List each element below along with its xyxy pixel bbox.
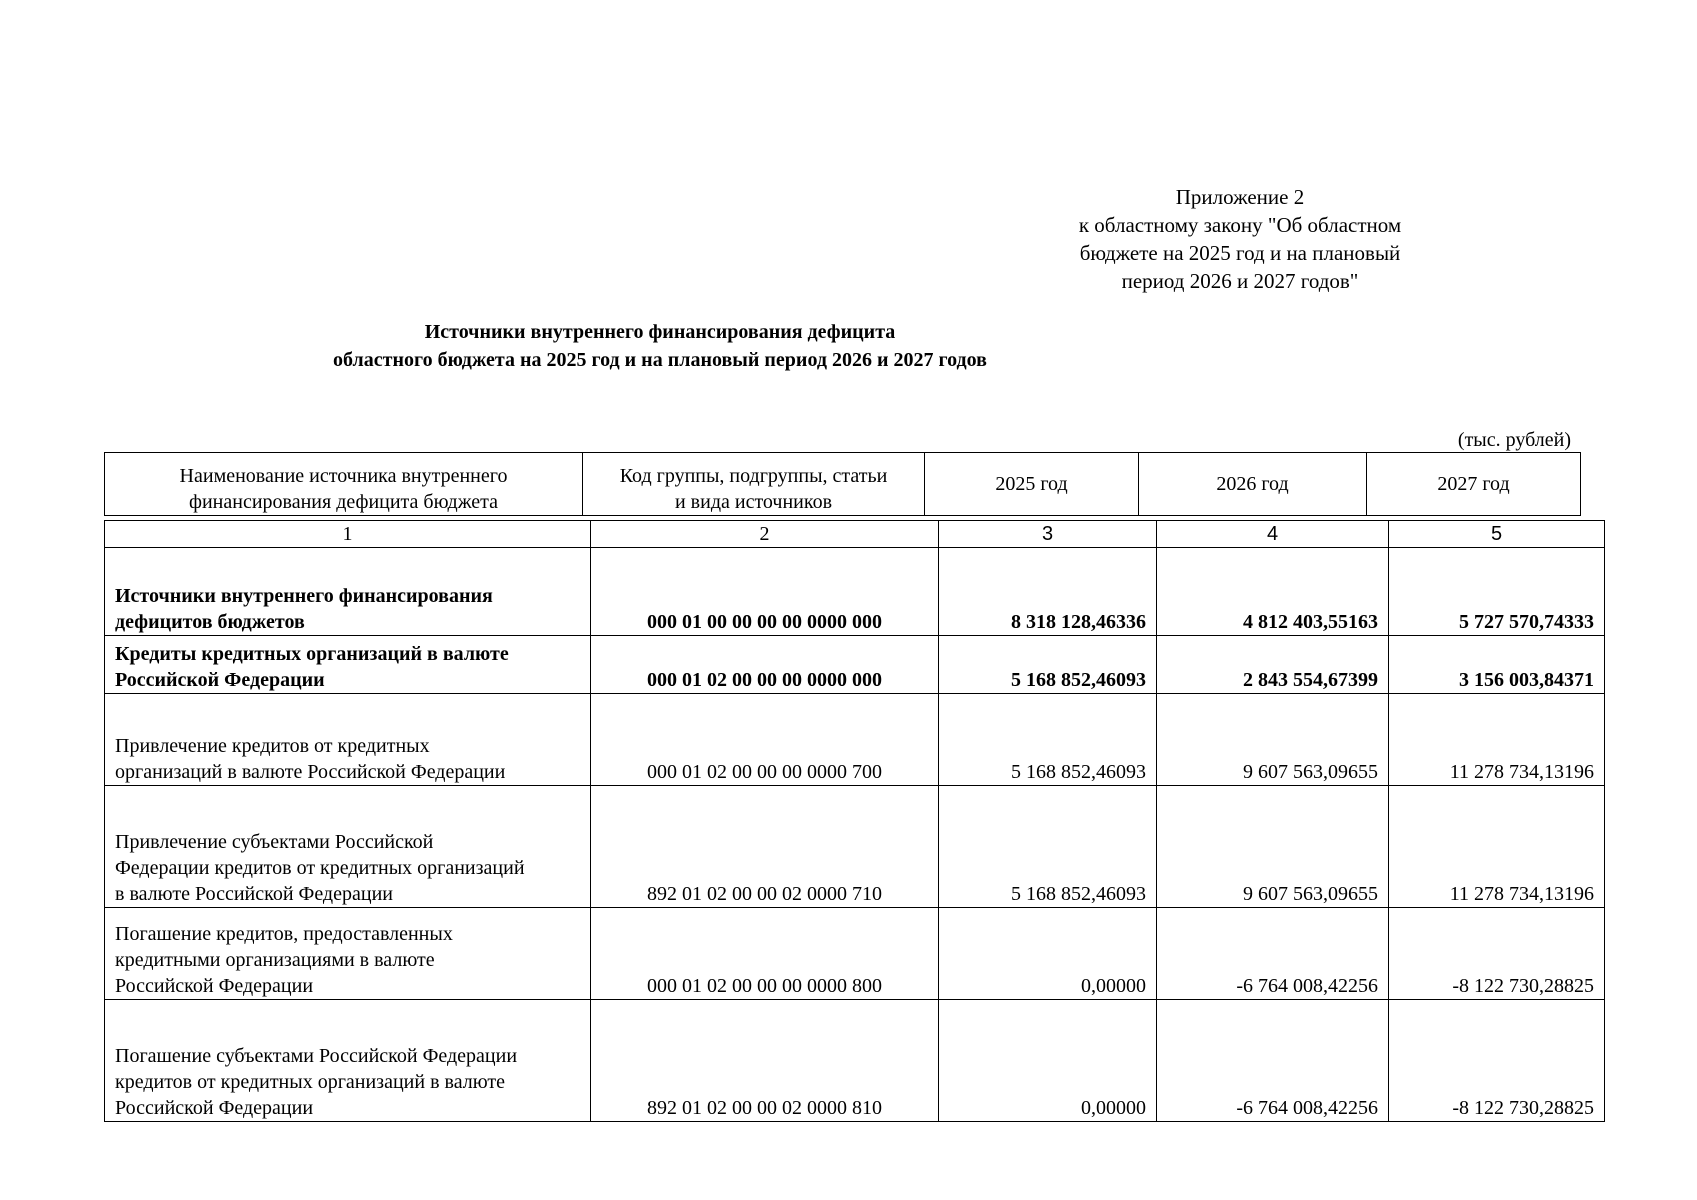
source-code-cell: 000 01 02 00 00 00 0000 000 xyxy=(591,636,939,694)
value-2026-cell: -6 764 008,42256 xyxy=(1157,1000,1389,1122)
value-2027-cell: -8 122 730,28825 xyxy=(1389,908,1605,1000)
source-name-line: Федерации кредитов от кредитных организаций xyxy=(115,857,525,879)
column-number: 1 xyxy=(105,521,591,548)
source-name-line: дефицитов бюджетов xyxy=(115,611,305,633)
value-2026-cell: 4 812 403,55163 xyxy=(1157,548,1389,636)
appendix-line: бюджете на 2025 год и на плановый xyxy=(1079,241,1401,265)
value-2026-cell: 2 843 554,67399 xyxy=(1157,636,1389,694)
appendix-line: период 2026 и 2027 годов" xyxy=(1121,269,1359,293)
source-name-line: Российской Федерации xyxy=(115,669,325,691)
header-code-line: Код группы, подгруппы, статьи xyxy=(619,465,888,487)
header-code-line: и вида источников xyxy=(674,491,833,513)
source-name-line: Российской Федерации xyxy=(115,975,314,997)
source-code-cell: 000 01 02 00 00 00 0000 800 xyxy=(591,908,939,1000)
source-name-line: Кредиты кредитных организаций в валюте xyxy=(115,643,509,665)
appendix-line: к областному закону "Об областном xyxy=(1078,213,1402,237)
document-title xyxy=(200,318,1120,374)
value-2027-cell: 11 278 734,13196 xyxy=(1389,694,1605,786)
header-name-line: Наименование источника внутреннего xyxy=(179,465,508,487)
table-row xyxy=(105,908,1605,1000)
table-row xyxy=(105,636,1605,694)
title-line: областного бюджета на 2025 год и на плановый период 2026 и 2027 годов xyxy=(333,349,987,371)
table-header xyxy=(104,452,1581,516)
value-2027-cell: 5 727 570,74333 xyxy=(1389,548,1605,636)
value-2025-cell: 8 318 128,46336 xyxy=(939,548,1157,636)
table-row xyxy=(105,786,1605,908)
source-name-line: Погашение кредитов, предоставленных xyxy=(115,923,453,945)
value-2026-cell: 9 607 563,09655 xyxy=(1157,694,1389,786)
header-year-2027: 2027 год xyxy=(1367,453,1581,516)
source-code-cell: 000 01 00 00 00 00 0000 000 xyxy=(591,548,939,636)
value-2026-cell: -6 764 008,42256 xyxy=(1157,908,1389,1000)
value-2025-cell: 0,00000 xyxy=(939,908,1157,1000)
value-2027-cell: -8 122 730,28825 xyxy=(1389,1000,1605,1122)
column-number: 4 xyxy=(1157,521,1389,548)
source-name-line: Погашение субъектами Российской Федерации xyxy=(115,1045,518,1067)
units-note: (тыс. рублей) xyxy=(1457,429,1571,451)
column-number-row xyxy=(105,521,1605,548)
source-code-cell: 892 01 02 00 00 02 0000 810 xyxy=(591,1000,939,1122)
source-code-cell: 892 01 02 00 00 02 0000 710 xyxy=(591,786,939,908)
source-name-line: организаций в валюте Российской Федерации xyxy=(115,761,506,783)
value-2025-cell: 5 168 852,46093 xyxy=(939,636,1157,694)
source-name-line: Привлечение кредитов от кредитных xyxy=(115,735,430,757)
source-name-line: кредитов от кредитных организаций в валюте xyxy=(115,1071,506,1093)
value-2025-cell: 5 168 852,46093 xyxy=(939,786,1157,908)
value-2026-cell: 9 607 563,09655 xyxy=(1157,786,1389,908)
header-name-line: финансирования дефицита бюджета xyxy=(189,491,498,513)
table-row xyxy=(105,1000,1605,1122)
table-row xyxy=(105,694,1605,786)
source-name-cell xyxy=(105,1000,591,1122)
source-name-line: Источники внутреннего финансирования xyxy=(115,585,493,607)
table-row xyxy=(105,548,1605,636)
source-name-cell xyxy=(105,786,591,908)
column-number: 3 xyxy=(939,521,1157,548)
source-name-line: Привлечение субъектами Российской xyxy=(115,831,434,853)
title-line: Источники внутреннего финансирования дефицита xyxy=(424,321,896,343)
header-year-2025: 2025 год xyxy=(925,453,1139,516)
source-name-line: Российской Федерации xyxy=(115,1097,314,1119)
value-2027-cell: 3 156 003,84371 xyxy=(1389,636,1605,694)
column-number: 5 xyxy=(1389,521,1605,548)
source-name-cell xyxy=(105,908,591,1000)
appendix-note xyxy=(1000,183,1480,295)
source-name-line: в валюте Российской Федерации xyxy=(115,883,393,905)
value-2025-cell: 0,00000 xyxy=(939,1000,1157,1122)
source-code-cell: 000 01 02 00 00 00 0000 700 xyxy=(591,694,939,786)
header-name-cell xyxy=(105,453,583,516)
sources-table xyxy=(104,520,1605,1122)
appendix-line: Приложение 2 xyxy=(1175,185,1305,209)
source-name-cell xyxy=(105,548,591,636)
value-2025-cell: 5 168 852,46093 xyxy=(939,694,1157,786)
source-name-cell xyxy=(105,636,591,694)
value-2027-cell: 11 278 734,13196 xyxy=(1389,786,1605,908)
source-name-line: кредитными организациями в валюте xyxy=(115,949,435,971)
source-name-cell xyxy=(105,694,591,786)
column-number: 2 xyxy=(591,521,939,548)
header-year-2026: 2026 год xyxy=(1139,453,1367,516)
header-code-cell xyxy=(583,453,925,516)
